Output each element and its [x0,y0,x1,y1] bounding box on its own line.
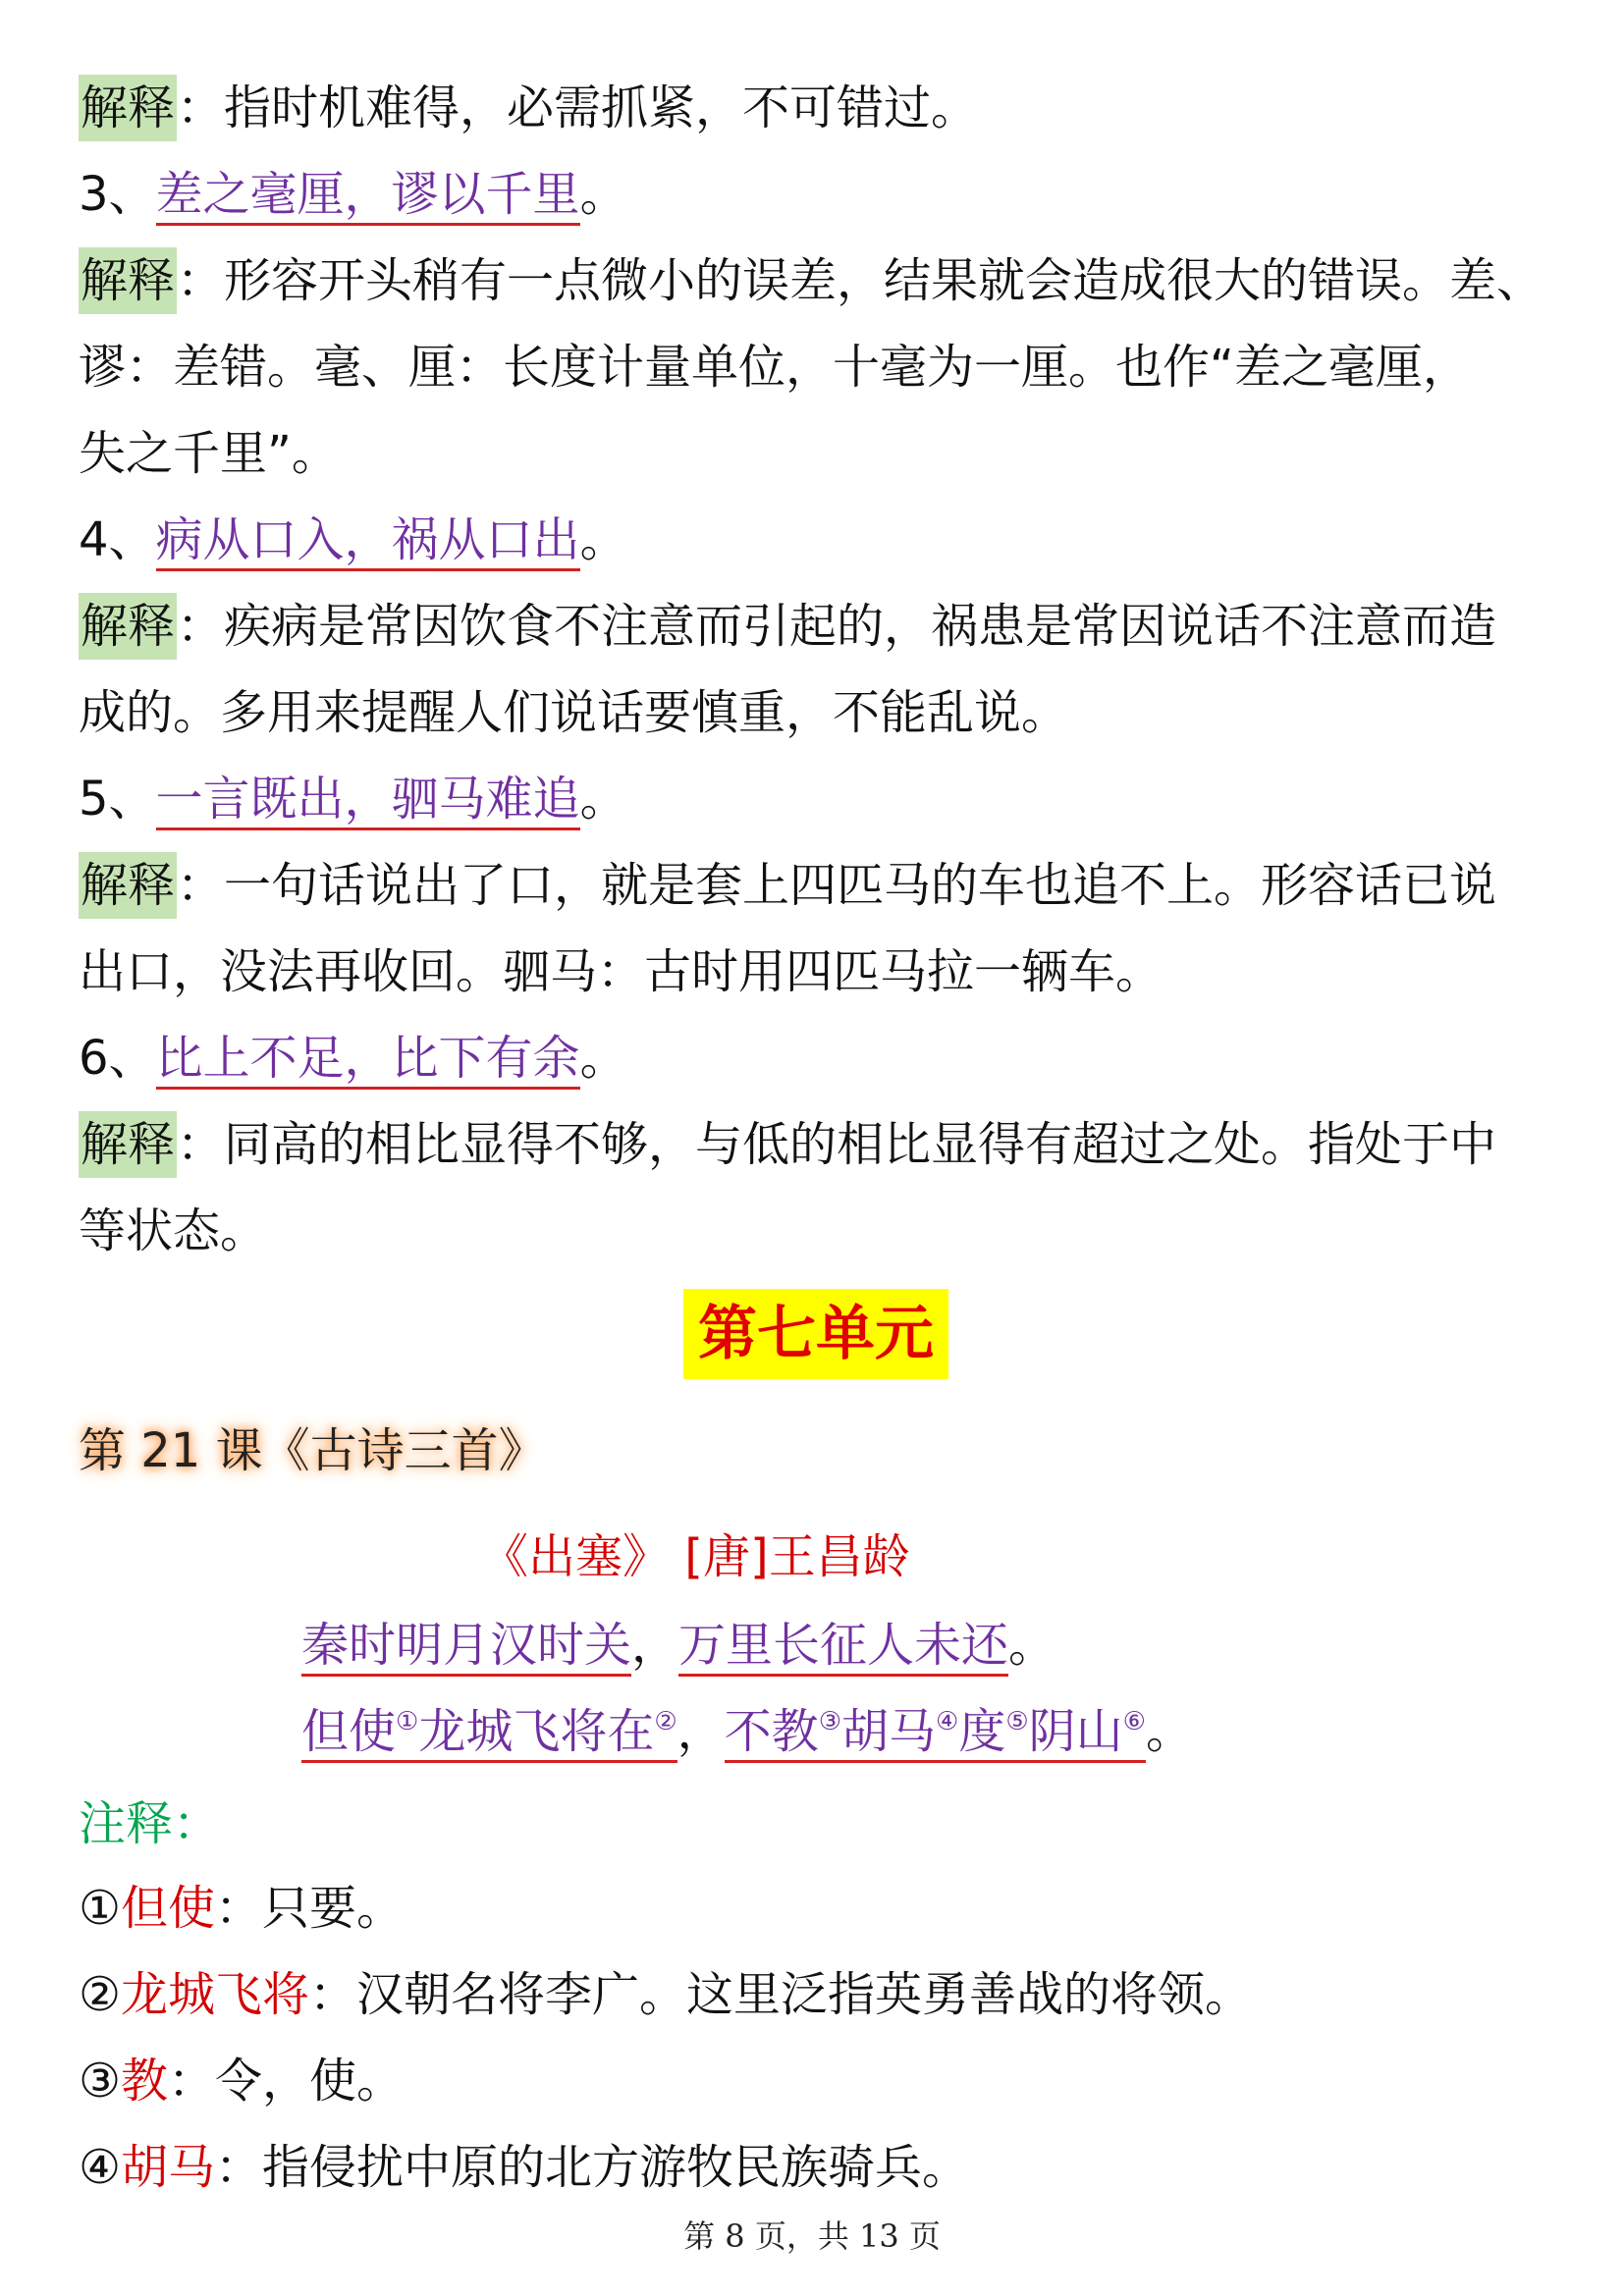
item-number: 5、 [79,772,156,827]
explanation-line: 等状态。 [79,1203,268,1258]
explanation-line: 出口，没法再收回。驷马：古时用四匹马拉一辆车。 [79,944,1164,999]
explanation-line: 解释：指时机难得，必需抓紧，不可错过。 [79,79,1551,137]
poem-title: 《出塞》 [唐]王昌龄 [481,1529,910,1584]
idiom-phrase: 一言既出，驷马难追 [156,772,580,830]
note-term: 教 [121,2054,169,2109]
poem-phrase: 不教③胡马④度⑤阴山⑥ [725,1704,1146,1763]
notes-heading: 注释： [79,1796,221,1851]
footnote-marker: ④ [936,1707,959,1736]
poem-phrase: 秦时明月汉时关 [301,1618,631,1677]
explanation-label: 解释 [79,852,177,919]
explanation-line: 解释：同高的相比显得不够，与低的相比显得有超过之处。指处于中 [79,1115,1551,1174]
item-number: 3、 [79,167,156,222]
explanation-line: 谬：差错。毫、厘：长度计量单位，十毫为一厘。也作“差之毫厘， [79,340,1470,395]
footnote-marker: ⑥ [1122,1707,1146,1736]
explanation-line: 成的。多用来提醒人们说话要慎重，不能乱说。 [79,685,1069,740]
explanation-label: 解释 [79,1111,177,1178]
item-number: 6、 [79,1031,156,1086]
footnote-marker: ③ [818,1707,841,1736]
explanation-line: 解释：疾病是常因饮食不注意而引起的，祸患是常因说话不注意而造 [79,597,1551,656]
footnote-marker: ② [654,1707,677,1736]
unit-title: 第七单元 [683,1289,948,1379]
explanation-label: 解释 [79,247,177,314]
explanation-line: 失之千里”。 [79,426,339,481]
explanation-line: 解释：形容开头稍有一点微小的误差，结果就会造成很大的错误。差、 [79,251,1551,310]
note-term: 但使 [121,1881,216,1936]
explanation-line: 解释：一句话说出了口，就是套上四匹马的车也追不上。形容话已说 [79,856,1551,915]
explanation-label: 解释 [79,593,177,660]
lesson-title: 第 21 课《古诗三首》 [79,1423,546,1478]
explanation-label: 解释 [79,75,177,141]
note-item: ②龙城飞将：汉朝名将李广。这里泛指英勇善战的将领。 [79,1967,1253,2022]
note-term: 胡马 [121,2140,216,2195]
note-term: 龙城飞将 [121,1967,310,2022]
poem-phrase: 万里长征人未还 [678,1618,1008,1677]
note-item: ④胡马：指侵扰中原的北方游牧民族骑兵。 [79,2140,970,2195]
note-item: ③教：令，使。 [79,2054,405,2109]
footnote-marker: ⑤ [1005,1707,1029,1736]
note-item: ①但使：只要。 [79,1881,405,1936]
idiom-item-5: 5、一言既出，驷马难追。 [79,770,1551,828]
poem-line-1: 秦时明月汉时关，万里长征人未还。 [301,1616,1056,1675]
idiom-item-3: 3、差之毫厘，谬以千里。 [79,165,1551,224]
idiom-phrase: 差之毫厘，谬以千里 [156,167,580,226]
poem-line-2: 但使①龙城飞将在②，不教③胡马④度⑤阴山⑥。 [301,1702,1193,1761]
page-footer: 第 8 页，共 13 页 [683,2217,941,2255]
item-number: 4、 [79,512,156,567]
poem-phrase: 但使①龙城飞将在② [301,1704,677,1763]
idiom-item-6: 6、比上不足，比下有余。 [79,1029,1551,1088]
idiom-phrase: 比上不足，比下有余 [156,1031,580,1090]
idiom-phrase: 病从口入，祸从口出 [156,512,580,571]
footnote-marker: ① [396,1707,419,1736]
idiom-item-4: 4、病从口入，祸从口出。 [79,510,1551,569]
